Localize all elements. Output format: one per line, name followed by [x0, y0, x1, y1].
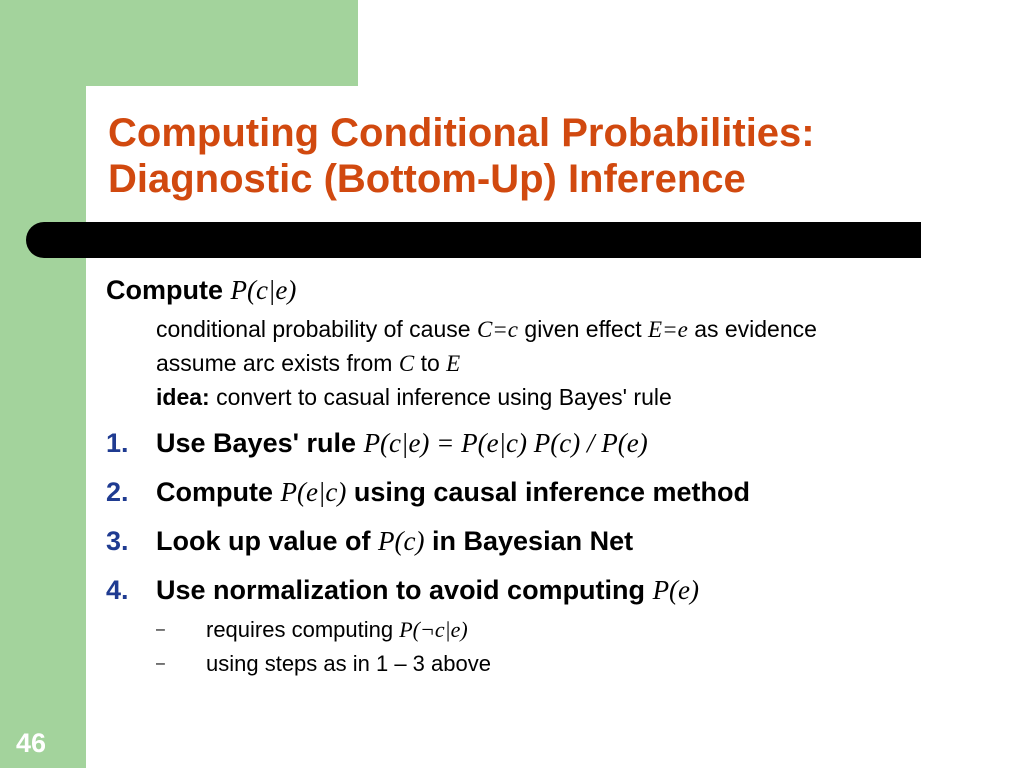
math-expression: E=e [648, 317, 688, 342]
top-green-block [86, 0, 358, 86]
compute-label: Compute [106, 275, 223, 305]
slide-title [108, 110, 1008, 202]
title-line-1: Computing Conditional Probabilities: [108, 111, 815, 155]
step-number: 3. [106, 526, 129, 556]
sub-bullet-text [206, 651, 491, 677]
title-divider-bar [26, 222, 921, 258]
step-label: using causal inference method [353, 477, 751, 507]
compute-heading [106, 275, 296, 306]
math-expression: P(¬c|e) [399, 617, 468, 642]
math-expression: P(e|c) [280, 477, 347, 507]
step-label: Look up value of [156, 526, 371, 556]
title-line-2: Diagnostic (Bottom-Up) Inference [108, 157, 746, 201]
math-expression: P(e) [652, 575, 700, 605]
intro-text: conditional probability of cause [156, 316, 471, 342]
step-text [156, 477, 750, 508]
sub-bullet-label: using steps as in 1 – 3 above [206, 651, 491, 676]
math-expression: C=c [476, 317, 519, 342]
math-expression: P(c|e) = P(e|c) P(c) / P(e) [363, 428, 648, 458]
intro-line-1 [156, 316, 817, 343]
slide-number: 46 [15, 728, 47, 758]
intro-text: assume arc exists from [156, 350, 393, 376]
math-expression: P(c) [378, 526, 425, 556]
sub-bullet-text [206, 617, 468, 643]
idea-label: idea: [156, 384, 210, 410]
math-expression: E [446, 351, 461, 376]
intro-text: convert to casual inference using Bayes' rule [216, 384, 672, 410]
dash-bullet: – [156, 655, 165, 672]
intro-line-2 [156, 350, 460, 377]
step-text [156, 526, 633, 557]
step-text [156, 428, 648, 459]
left-green-bar [0, 0, 86, 768]
step-label: in Bayesian Net [432, 526, 634, 556]
step-label: Use normalization to avoid computing [156, 575, 646, 605]
sub-bullet-label: requires computing [206, 617, 394, 642]
step-text [156, 575, 699, 606]
step-number: 4. [106, 575, 129, 605]
intro-text: given effect [524, 316, 642, 342]
intro-line-3 [156, 384, 672, 411]
intro-text: as evidence [694, 316, 817, 342]
step-number: 1. [106, 428, 129, 458]
math-expression: C [398, 351, 415, 376]
compute-expression: P(c|e) [230, 275, 297, 305]
step-number: 2. [106, 477, 129, 507]
step-label: Use Bayes' rule [156, 428, 357, 458]
intro-text: to [420, 350, 440, 376]
step-label: Compute [156, 477, 273, 507]
dash-bullet: – [156, 621, 165, 638]
